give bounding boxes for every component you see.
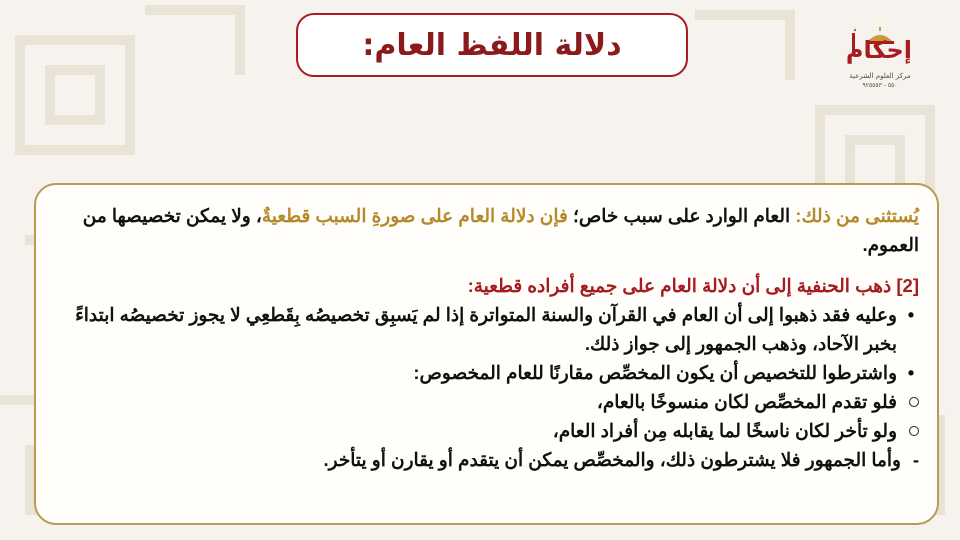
sub-item-text: فلو تقدم المخصِّص لكان منسوخًا بالعام، (596, 391, 897, 412)
section-heading: [2] ذهب الحنفية إلى أن دلالة العام على جميع أفراده قطعية: (467, 275, 919, 296)
logo-subtitle: مركز العلوم الشرعية (849, 72, 911, 80)
bullet-dot-icon: • (907, 304, 915, 325)
content-box (34, 183, 939, 525)
sub-item-text: ولو تأخر لكان ناسخًا لما يقابله مِن أفراد العام، (552, 420, 897, 441)
title-box (296, 13, 688, 77)
sub-item (52, 387, 919, 416)
bullet-item (52, 358, 919, 387)
sub-item (52, 416, 919, 445)
dash-marker: - (912, 449, 919, 470)
exception-highlight: فإن دلالة العام على صورةِ السبب قطعيةٌ (261, 205, 568, 226)
bullet-text: وعليه فقد ذهبوا إلى أن العام في القرآن والسنة المتواترة إذا لم يَسبِق تخصيصُه بِقَطعِي لا يجوز تخصيصُه ابتداءً بخبر الآحاد، وذهب الجمهور إلى جواز ذلك. (75, 304, 897, 354)
circle-bullet-icon (909, 397, 919, 407)
circle-bullet-icon (909, 426, 919, 436)
bullet-text: واشترطوا للتخصيص أن يكون المخصِّص مقارنًا للعام المخصوص: (413, 362, 897, 383)
exception-text-2: ، ولا يمكن تخصيصها من العموم. (82, 205, 919, 255)
bullet-item (52, 300, 919, 358)
bullet-dot-icon: • (907, 362, 915, 383)
exception-paragraph (52, 201, 919, 259)
logo-number: ٥٥٠ - ٩٢٥٥٥٣ (862, 82, 898, 89)
slide-title: دلالة اللفظ العام: (362, 27, 622, 63)
exception-lead: يُستثنى من ذلك: (795, 205, 919, 226)
exception-text-1: العام الوارد على سبب خاص؛ (567, 205, 796, 226)
final-line (52, 445, 919, 474)
logo-wordmark: إحكام (845, 36, 912, 64)
final-text: وأما الجمهور فلا يشترطون ذلك، والمخصِّص يمكن أن يتقدم أو يقارن أو يتأخر. (323, 449, 901, 470)
